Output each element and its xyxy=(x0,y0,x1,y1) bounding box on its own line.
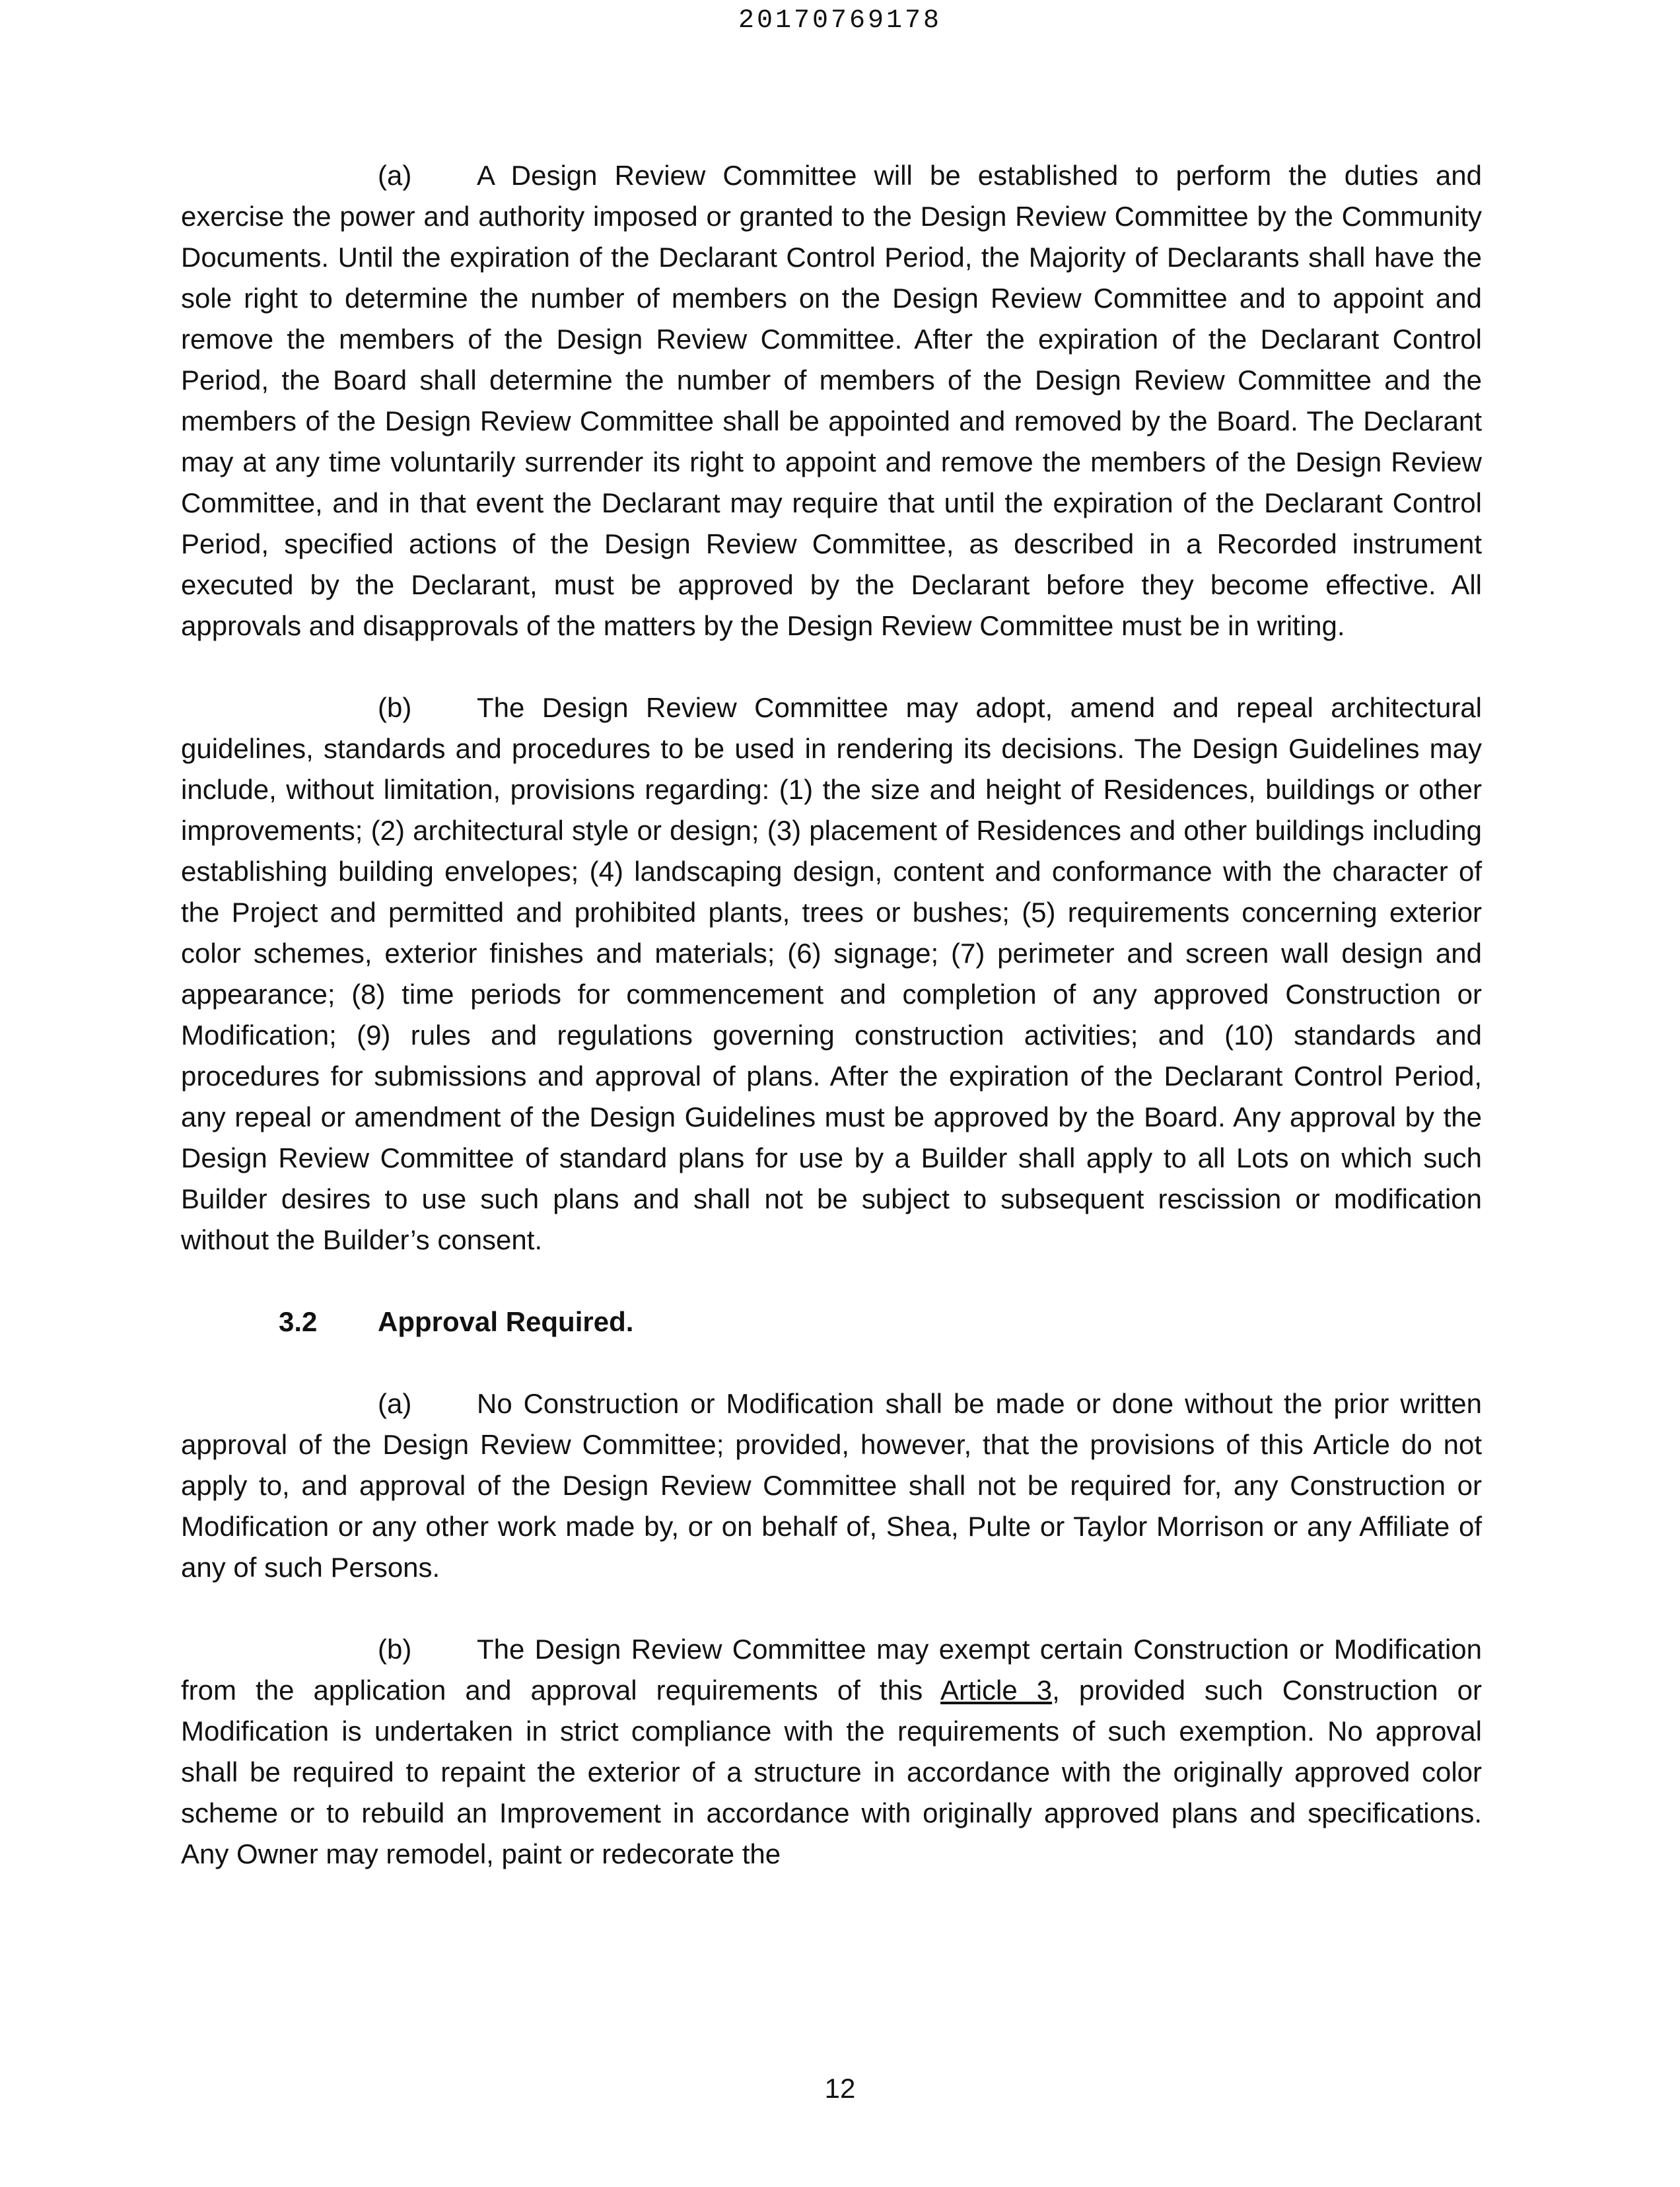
paragraph-text-end: , provided such Construction or Modification is undertaken in strict compliance with the requirements of such exemption. No approval shall be required to repaint the exterior of a structure in accordance with the originally approved color scheme or to rebuild an Improvement in accordance with originally approved plans and specifications. Any Owner may remodel, paint or redecorate the xyxy=(181,1675,1482,1869)
paragraph-3-2-a xyxy=(181,1383,1482,1588)
paragraph-text: A Design Review Committee will be established to perform the duties and exercise the power and authority imposed or granted to the Design Review Committee by the Community Documents. Until the expiration of the Declarant Control Period, the Majority of Declarants shall have the sole right to determine the number of members on the Design Review Committee and to appoint and remove the members of the Design Review Committee. After the expiration of the Declarant Control Period, the Board shall determine the number of members of the Design Review Committee and the members of the Design Review Committee shall be appointed and removed by the Board. The Declarant may at any time voluntarily surrender its right to appoint and remove the members of the Design Review Committee, and in that event the Declarant may require that until the expiration of the Declarant Control Period, specified actions of the Design Review Committee, as described in a Recorded instrument executed by the Declarant, must be approved by the Declarant before they become effective. All approvals and disapprovals of the matters by the Design Review Committee must be in writing. xyxy=(181,160,1482,641)
page-number: 12 xyxy=(824,2073,856,2104)
paragraph-spacer xyxy=(181,1588,1482,1629)
paragraph-label: (a) xyxy=(378,1388,412,1419)
article-reference-link[interactable]: Article 3 xyxy=(940,1675,1053,1706)
paragraph-label: (b) xyxy=(378,692,412,723)
section-number: 3.2 xyxy=(279,1306,318,1337)
section-title: Approval Required. xyxy=(378,1306,634,1337)
paragraph-label: (a) xyxy=(378,160,412,191)
paragraph-text: The Design Review Committee may adopt, amend and repeal architectural guidelines, standards and procedures to be used in rendering its decisions. The Design Guidelines may include, without limitation, provisions regarding: (1) the size and height of Residences, buildings or other improvements; (2) architectural style or design; (3) placement of Residences and other buildings including establishing building envelopes; (4) landscaping design, content and conformance with the character of the Project and permitted and prohibited plants, trees or bushes; (5) requirements concerning exterior color schemes, exterior finishes and materials; (6) signage; (7) perimeter and screen wall design and appearance; (8) time periods for commencement and completion of any approved Construction or Modification; (9) rules and regulations governing construction activities; and (10) standards and procedures for submissions and approval of plans. After the expiration of the Declarant Control Period, any repeal or amendment of the Design Guidelines must be approved by the Board. Any approval by the Design Review Committee of standard plans for use by a Builder shall apply to all Lots on which such Builder desires to use such plans and shall not be subject to subsequent rescission or modification without the Builder’s consent. xyxy=(181,692,1482,1255)
paragraph-text: No Construction or Modification shall be made or done without the prior written approval of the Design Review Committee; provided, however, that the provisions of this Article do not apply to, and approval of the Design Review Committee shall not be required for, any Construction or Modification or any other work made by, or on behalf of, Shea, Pulte or Taylor Morrison or any Affiliate of any of such Persons. xyxy=(181,1388,1482,1583)
section-heading-3-2 xyxy=(181,1302,1482,1342)
paragraph-label: (b) xyxy=(378,1634,412,1665)
paragraph-3-1-b xyxy=(181,687,1482,1261)
paragraph-spacer xyxy=(181,646,1482,687)
paragraph-text-start: The Design Review Committee may exempt certain Construction or Modification from the application and approval requirements of this xyxy=(181,1634,1482,1706)
paragraph-spacer xyxy=(181,1261,1482,1302)
paragraph-spacer xyxy=(181,1342,1482,1383)
paragraph-3-1-a xyxy=(181,155,1482,646)
document-body xyxy=(181,155,1482,1875)
paragraph-3-2-b xyxy=(181,1629,1482,1875)
document-number: 20170769178 xyxy=(738,6,942,36)
